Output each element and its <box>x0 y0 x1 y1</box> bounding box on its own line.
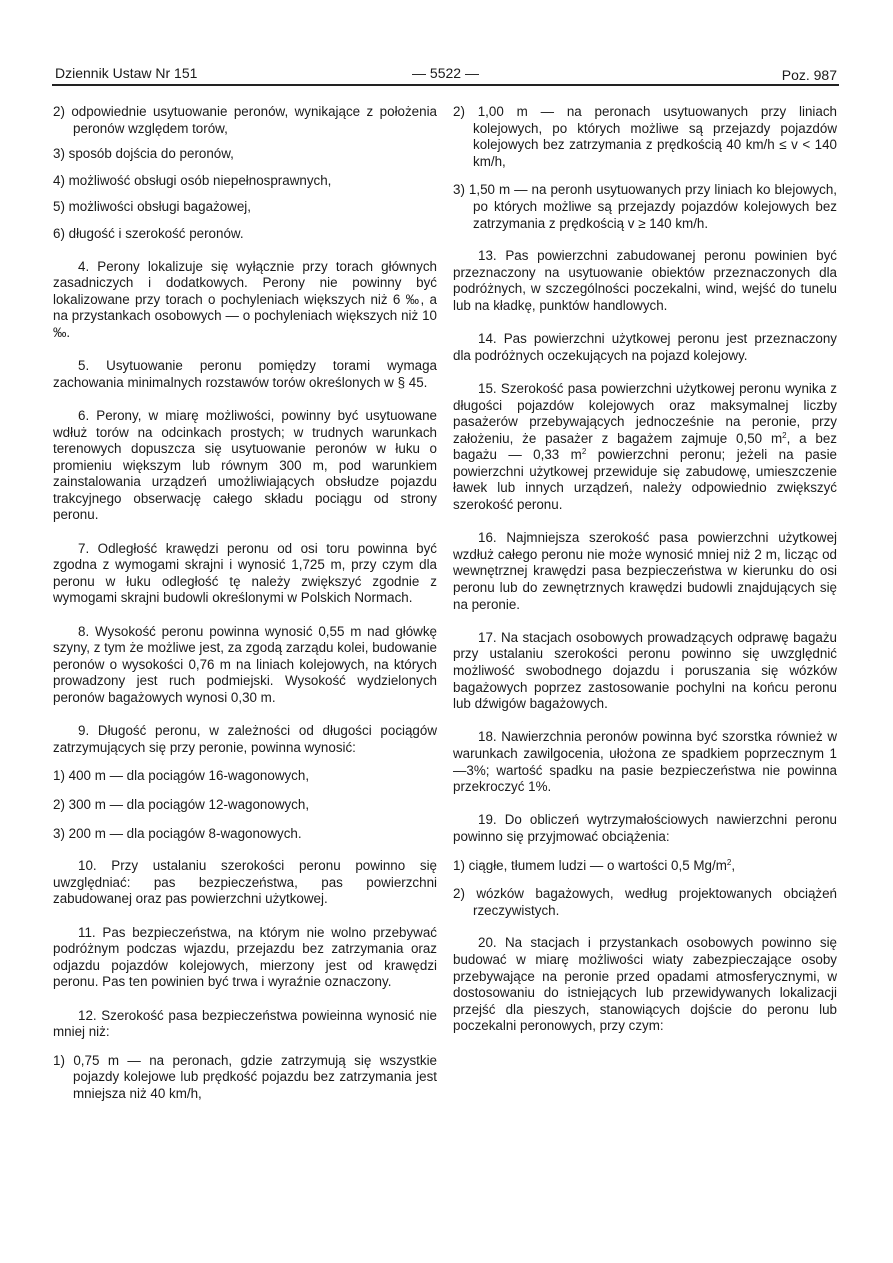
list-item: 2) 1,00 m — na peronach usytuowanych przy liniach kolejowych, po których możliwe są przejazdy pojazdów kolejowych bez zatrzymania z prędkością 40 km/h ≤ v < 140 km/h, <box>453 104 837 169</box>
paragraph-15: 15. Szerokość pasa powierzchni użytkowej peronu wynika z długości pojazdów kolejowych oraz maksymalnej liczby pasażerów przebywających jednocześnie na peronie, przy założeniu, że pasażer z bagażem zajmuje 0,50 $m^2$, a bez bagażu — 0,33 $m^2$ powierzchni peronu; jeżeli na pasie powierzchni użytkowej przewiduje się zabudowę, umieszczenie ławek lub innych urządzeń, należy odpowiednio zwiększyć szerokość peronu. <box>453 380 838 513</box>
list-item: 1) 400 m — dla pociągów 16-wagonowych, <box>53 768 310 784</box>
journal-title: Dziennik Ustaw Nr 151 <box>55 65 198 81</box>
paragraph-16: 16. Najmniejsza szerokość pasa powierzchni użytkowej wzdłuż całego peronu nie może wynosić mniej niż 2 m, licząc od wewnętrznej krawędzi pasa bezpieczeństwa w kierunku do osi peronu lub do zewnętrznych krawędzi budowli znajdujących się na peronie. <box>453 530 837 612</box>
paragraph-11: 11. Pas bezpieczeństwa, na którym nie wolno przebywać podróżnym podczas wjazdu, przejazdu bez zatrzymania oraz odjazdu pojazdów kolejowych, mierzony jest od krawędzi peronu. Pas ten powinien być trwa i wyraźnie oznaczony. <box>53 924 437 990</box>
paragraph-18: 18. Nawierzchnia peronów powinna być szorstka również w warunkach zawilgocenia, ułożona ze spadkiem poprzecznym 1—3%; wartość spadku na pasie bezpieczeństwa nie powinna przekroczyć 1%. <box>453 729 837 795</box>
position-number: Poz. 987 <box>781 67 837 83</box>
page-number: — 5522 — <box>412 65 479 81</box>
right-column <box>453 104 837 1051</box>
paragraph-10: 10. Przy ustalaniu szerokości peronu powinno się uwzględniać: pas bezpieczeństwa, pas powierzchni zabudowanej oraz pas powierzchni użytkowej. <box>53 858 437 907</box>
paragraph-8: 8. Wysokość peronu powinna wynosić 0,55 m nad główkę szyny, z tym że możliwe jest, za zgodą zarządu kolei, budowanie peronów o wysokości 0,76 m na liniach kolejowych, na których prowadzony jest ruch podmiejski. Wysokość wydzielonych peronów bagażowych wynosi 0,30 m. <box>53 623 437 705</box>
paragraph-9: 9. Długość peronu, w zależności od długości pociągów zatrzymujących się przy peronie, powinna wynosić: <box>53 723 437 755</box>
paragraph-5: 5. Usytuowanie peronu pomiędzy torami wymaga zachowania minimalnych rozstawów torów określonych w § 45. <box>53 358 437 390</box>
list-item: 1) ciągłe, tłumem ludzi — o wartości 0,5 $Mg/m^2$, <box>453 857 736 873</box>
paragraph-17: 17. Na stacjach osobowych prowadzących odprawę bagażu przy ustalaniu szerokości peronu powinno się uwzględnić możliwość swobodnego dojazdu i poruszania się wózków bagażowych poprzez zastosowanie pochylni na końcu peronu lub dźwigów bagażowych. <box>453 629 837 712</box>
list-item: 3) 200 m — dla pociągów 8-wagonowych. <box>53 825 302 841</box>
paragraph-4: 4. Perony lokalizuje się wyłącznie przy torach głównych zasadniczych i dodatkowych. Perony nie powinny być lokalizowane przy torach o pochyleniach większych niż 6 ‰, a na przystankach osobowych — o pochyleniach większych niż 10 ‰. <box>53 258 437 340</box>
left-column <box>53 104 437 1111</box>
page-header <box>52 64 839 86</box>
paragraph-12: 12. Szerokość pasa bezpieczeństwa powieinna wynosić nie mniej niż: <box>53 1007 437 1040</box>
list-item: 3) 1,50 m — na peronh usytuowanych przy liniach ko blejowych, po których możliwe są przejazdy pojazdów kolejowych bez zatrzymania z prędkością v ≥ 140 km/h. <box>453 182 837 231</box>
list-item: 1) 0,75 m — na peronach, gdzie zatrzymują się wszystkie pojazdy kolejowe lub prędkość pojazdu bez zatrzymania jest mniejsza niż 40 km/h, <box>53 1052 437 1101</box>
paragraph-6: 6. Perony, w miarę możliwości, powinny być usytuowane wdłuż torów na odcinkach prostych; w trudnych warunkach terenowych dopuszcza się usytuowanie peronów w łuku o promieniu większym lub równym 300 m, pod warunkiem zainstalowania urządzeń umożliwiających obsłudze pojazdu trakcyjnego obserwację całego składu pociągu od strony peronu. <box>53 407 437 523</box>
list-item: 4) możliwość obsługi osób niepełnosprawnych, <box>53 172 332 188</box>
list-item: 5) możliwości obsługi bagażowej, <box>53 199 251 215</box>
list-item: 2) 300 m — dla pociągów 12-wagonowych, <box>53 796 310 812</box>
list-item: 6) długość i szerokość peronów. <box>53 225 244 241</box>
paragraph-14: 14. Pas powierzchni użytkowej peronu jest przeznaczony dla podróżnych oczekujących na pojazd kolejowy. <box>453 331 837 363</box>
list-item: 2) wózków bagażowych, według projektowanych obciążeń rzeczywistych. <box>453 886 837 918</box>
list-item: 3) sposób dojścia do peronów, <box>53 146 234 162</box>
list-item: 2) odpowiednie usytuowanie peronów, wynikające z położenia peronów względem torów, <box>53 104 437 136</box>
paragraph-7: 7. Odległość krawędzi peronu od osi toru powinna być zgodna z wymogami skrajni i wynosić 1,725 m, przy czym dla peronu w łuku odległość tę należy zwiększyć zgodnie z wymogami skrajni budowli określonymi w Polskich Normach. <box>53 540 437 606</box>
paragraph-19: 19. Do obliczeń wytrzymałościowych nawierzchni peronu powinno się przyjmować obciążenia: <box>453 812 837 844</box>
paragraph-20: 20. Na stacjach i przystankach osobowych powinno się budować w miarę możliwości wiaty zabezpieczające osoby przebywające na peronie przed opadami atmosferycznymi, w dostosowaniu do istniejących lub przewidywanych lokalizacji przejść dla pieszych, stanowiących dojście do peronu lub poczekalni peronowych, przy czym: <box>453 935 837 1034</box>
paragraph-13: 13. Pas powierzchni zabudowanej peronu powinien być przeznaczony na usytuowanie obiektów przeznaczonych dla podróżnych, w szczególności poczekalni, wind, wejść do tunelu lub na kładkę, punktów handlowych. <box>453 248 837 313</box>
